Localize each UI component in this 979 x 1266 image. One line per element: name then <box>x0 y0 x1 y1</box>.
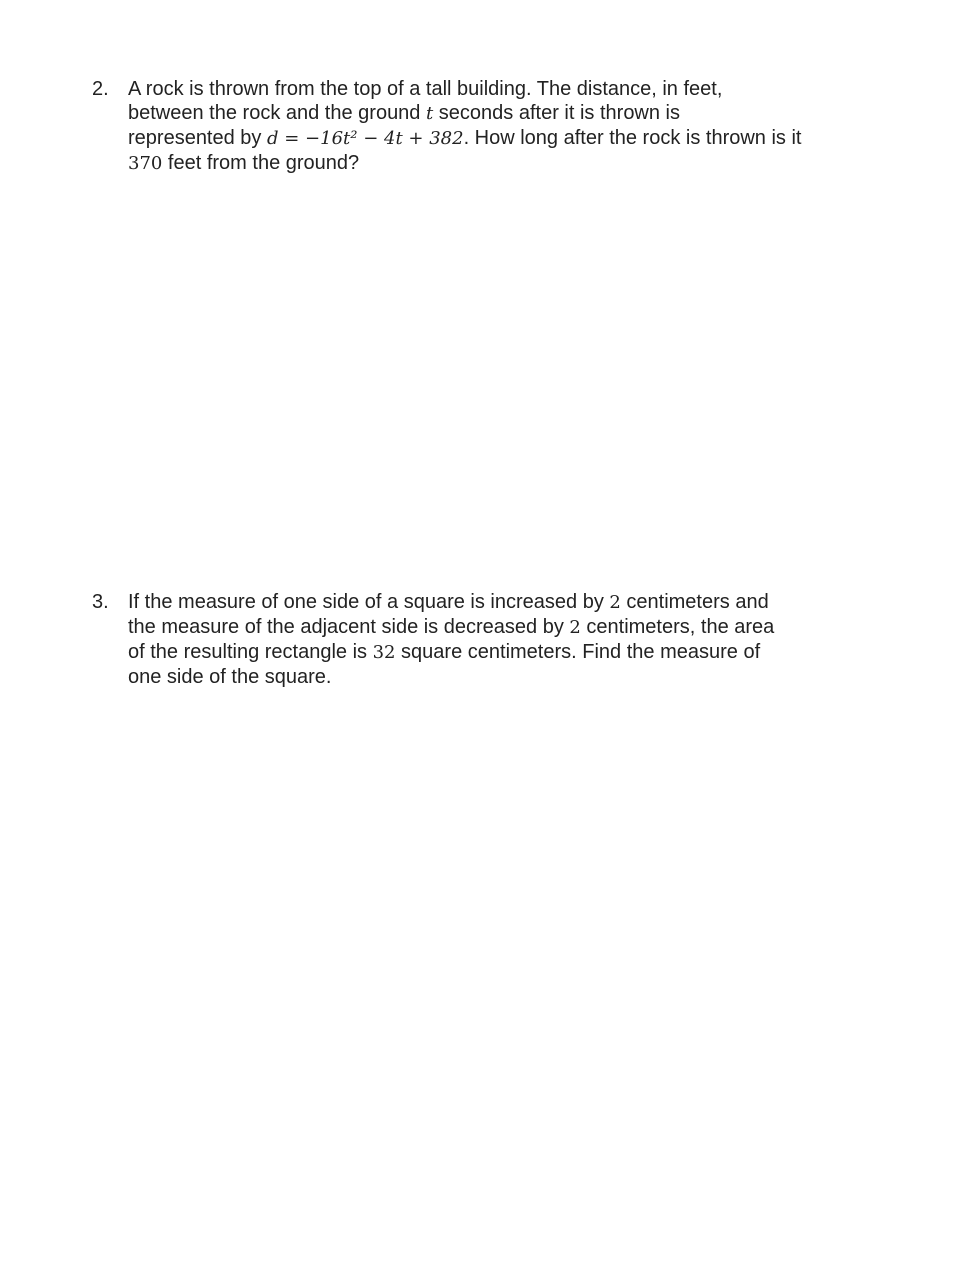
math-equation: d = −16t² − 4t + 382 <box>266 128 464 149</box>
math-number: 2 <box>569 617 581 638</box>
math-variable: t <box>426 103 434 124</box>
problem-line: If the measure of one side of a square is increased by 2 centimeters and <box>128 591 769 613</box>
problem-line: between the rock and the ground t seconds after it is thrown is <box>128 102 681 124</box>
problem-number: 2. <box>92 78 109 100</box>
problem-line: 370 feet from the ground? <box>128 152 360 174</box>
problem-line: one side of the square. <box>128 666 332 688</box>
problem-text <box>128 590 868 689</box>
math-number: 2 <box>609 592 621 613</box>
problem-line: A rock is thrown from the top of a tall building. The distance, in feet, <box>128 78 723 100</box>
problem-line: the measure of the adjacent side is decreased by 2 centimeters, the area <box>128 616 775 638</box>
problem-line: represented by d = −16t² − 4t + 382. How long after the rock is thrown is it <box>128 127 802 149</box>
problem-line: of the resulting rectangle is 32 square centimeters. Find the measure of <box>128 641 761 663</box>
math-number: 370 <box>128 153 163 174</box>
math-number: 32 <box>372 642 396 663</box>
problem-text <box>128 77 868 176</box>
problem-number: 3. <box>92 591 109 613</box>
